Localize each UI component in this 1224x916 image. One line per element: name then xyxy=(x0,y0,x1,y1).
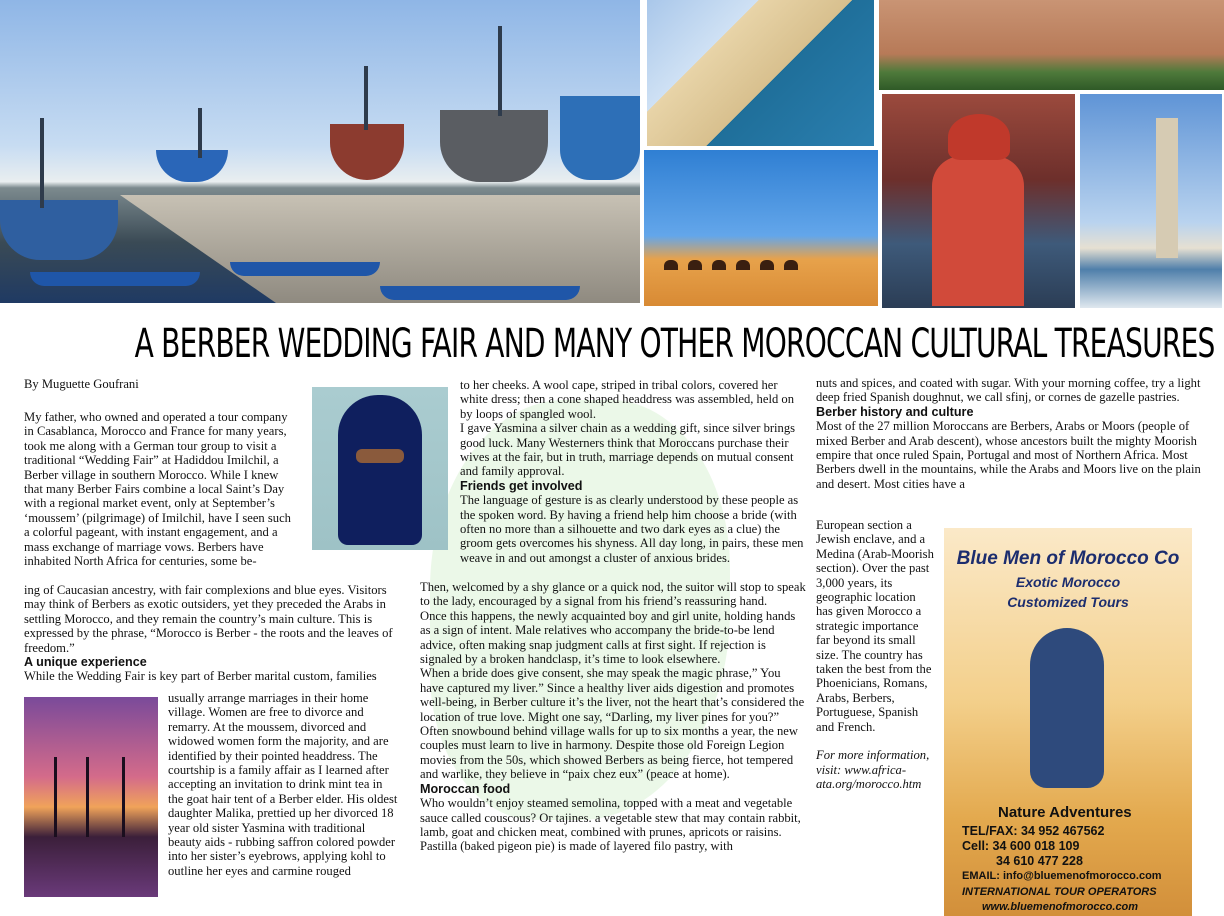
blue-man-figure xyxy=(1030,628,1104,788)
ad-nature: Nature Adventures xyxy=(998,804,1132,821)
ferry-boat xyxy=(560,96,640,180)
boat-mast xyxy=(198,108,202,158)
boat-mast xyxy=(364,66,368,130)
paragraph: usually arrange marriages in their home village. Women are free to divorce and remarry. At the moussem, divorced and widowed women form the majority, and are identified by their pointed headdress. The courtship is a family affair as I learned after accepting an invitation to drink mint tea in the goat hair tent of a Berber elder. His oldest daughter Malika, prettied up her divorced 18 year old sister Yasmina with traditional beauty aids - rubbing saffron colored powder into her sister’s eyebrows, applying kohl to outline her eyes and carmine rouged xyxy=(168,691,398,878)
section-heading-friends: Friends get involved xyxy=(460,478,583,493)
boat-mast xyxy=(40,118,44,208)
paragraph: nuts and spices, and coated with sugar. With your morning coffee, try a light deep fried Spanish doughnut, we call sfinj, or cornes de gazelle pastries. xyxy=(816,376,1201,405)
ad-tagline-2: Customized Tours xyxy=(1007,594,1129,610)
ad-email: EMAIL: info@bluemenofmorocco.com xyxy=(962,870,1162,882)
ad-tagline-1: Exotic Morocco xyxy=(1015,574,1121,590)
section-heading-unique: A unique experience xyxy=(24,655,147,670)
rowboat xyxy=(230,262,380,276)
kasbah-photo xyxy=(879,0,1224,90)
paragraph: Once this happens, the newly acquainted boy and girl unite, holding hands as a sign of intent. Male relatives who accompany the bride-to-be lend advice, often making snap judgment calls at first sight. If rejection is signaled by a broken handclasp, it’s time to look elsewhere. xyxy=(420,608,796,667)
minaret xyxy=(1156,118,1178,258)
eye-slit xyxy=(356,449,404,463)
article-body-col1 xyxy=(24,583,398,684)
ad-telfax: TEL/FAX: 34 952 467562 xyxy=(962,824,1105,838)
tour-advertisement xyxy=(944,528,1192,916)
camel-caravan-photo xyxy=(644,150,878,306)
fishing-boat xyxy=(330,124,404,180)
fishing-boat xyxy=(0,200,118,260)
paragraph: I gave Yasmina a silver chain as a wedding gift, since silver brings good luck. Many Westerners think that Moroccans purchase their wives at the fair, but in truth, marriage depends on mutual consent and family approval. xyxy=(460,421,796,479)
paragraph: The language of gesture is as clearly understood by these people as the spoken word. By having a friend help him choose a bride (with often no more than a silhouette and two dark eyes as a clue) the groom gets overcomes his shyness. All day long, in pairs, these men weave in and out amongst a cluster of anxious brides. xyxy=(460,493,804,565)
paragraph: Who wouldn’t enjoy steamed semolina, topped with a meat and vegetable sauce called couscous? Or tajines. a vegetable stew that may contain rabbit, lamb, goat and chicken meat, combined with prunes, apricots or raisins. Pastilla (baked pigeon pie) is made of layered filo pastry, with xyxy=(420,796,801,854)
paragraph: to her cheeks. A wool cape, striped in tribal colors, covered her white dress; then a cone shaped headdress was assembled, held on by loops of spangled wool. xyxy=(460,378,794,421)
palm-sunset-photo xyxy=(24,697,158,897)
byline: By Muguette Goufrani xyxy=(24,377,139,391)
rowboat xyxy=(30,272,200,286)
ad-operators: INTERNATIONAL TOUR OPERATORS xyxy=(962,886,1157,898)
article-body-col2-top xyxy=(460,378,806,565)
beach-photo xyxy=(647,0,874,146)
ad-cell-2: 34 610 477 228 xyxy=(996,854,1083,868)
indigo-veil xyxy=(338,395,422,545)
ad-company-name: Blue Men of Morocco Co xyxy=(956,548,1180,569)
more-info-note: For more information, visit: www.africa-ata.org/morocco.htm xyxy=(816,748,930,791)
harbor-photo xyxy=(0,0,640,303)
headline: A BERBER WEDDING FAIR AND MANY OTHER MOROCCAN CULTURAL TREASURES xyxy=(134,321,1215,367)
paragraph: Most of the 27 million Moroccans are Berbers, Arabs or Moors (people of mixed Berber and Arab descent), whose ancestors built the mighty Moorish empire that once ruled Spain, Portugal and most of Northern Africa. Most Berbers dwell in the mountains, while the Arabs and Moors live on the plain and desert. Most cities have a xyxy=(816,419,1201,491)
fishing-boat xyxy=(156,150,228,182)
fringed-hat xyxy=(948,114,1010,160)
ad-website: www.bluemenofmorocco.com xyxy=(982,901,1139,913)
paragraph: When a bride does give consent, she may speak the magic phrase,” You have captured my liver.” Since a healthy liver aids digestion and promotes well-being, in Berber culture it’s the liver, not the heart that’s considered the location of true love. Might one say, “Darling, my liver pines for you?” Often snowbound behind village walls for up to six months a year, the new couples must learn to live in harmony. Despite those old Foreign Legion movies from the 50s, which showed Berbers as being fierce, hot tempered and warlike, they believe in “paix chez eux” (peace at home). xyxy=(420,666,805,782)
article-body-col3 xyxy=(816,376,1208,491)
article-body-col3-narrow xyxy=(816,518,934,791)
mosque-photo xyxy=(1080,94,1222,308)
rowboat xyxy=(380,286,580,300)
red-robe xyxy=(932,156,1024,306)
fishing-boat xyxy=(440,110,548,182)
ad-cell-1: Cell: 34 600 018 109 xyxy=(962,839,1080,853)
article-intro xyxy=(24,410,296,568)
boat-mast xyxy=(498,26,502,116)
paragraph: ing of Caucasian ancestry, with fair complexions and blue eyes. Visitors may think of Berbers as exotic outsiders, yet they preceded the Arabs in settling Morocco, and they remain the country’s main culture. This is expressed by the phrase, “Morocco is Berber - the roots and the leaves of freedom.” xyxy=(24,583,393,655)
paragraph: European section a Jewish enclave, and a Medina (Arab-Moorish section). Over the past 3,000 years, its geographic location has given Morocco a strategic importance far beyond its small size. The country has taken the best from the Phoenicians, Romans, Arabs, Berbers, Portuguese, Spanish and French. xyxy=(816,518,934,734)
section-heading-food: Moroccan food xyxy=(420,781,511,796)
paragraph: My father, who owned and operated a tour company in Casablanca, Morocco and France for many years, took me along with a German tour group to visit a traditional “Wedding Fair” at Hadiddou Imilchil, a Berber village in southern Morocco. While I knew that many Berber Fairs combine a local Saint’s Day with a regional market event, only at September’s ‘moussem’ (pilgrimage) of Imilchil, have I seen such a colorful pageant, with instant engagement, and a mass exchange of marriage vows. Berbers have inhabited North Africa for centuries, some be- xyxy=(24,410,291,569)
article-body-col1-b xyxy=(168,691,398,878)
water-seller-photo xyxy=(882,94,1075,308)
section-heading-history: Berber history and culture xyxy=(816,404,974,419)
paragraph: Then, welcomed by a shy glance or a quick nod, the suitor will stop to speak to the lady, encouraged by a signal from his friend’s reassuring hand. xyxy=(420,580,806,609)
article-body-col2 xyxy=(420,580,806,854)
paragraph: While the Wedding Fair is key part of Berber marital custom, families xyxy=(24,669,377,684)
veiled-woman-photo xyxy=(312,387,448,550)
